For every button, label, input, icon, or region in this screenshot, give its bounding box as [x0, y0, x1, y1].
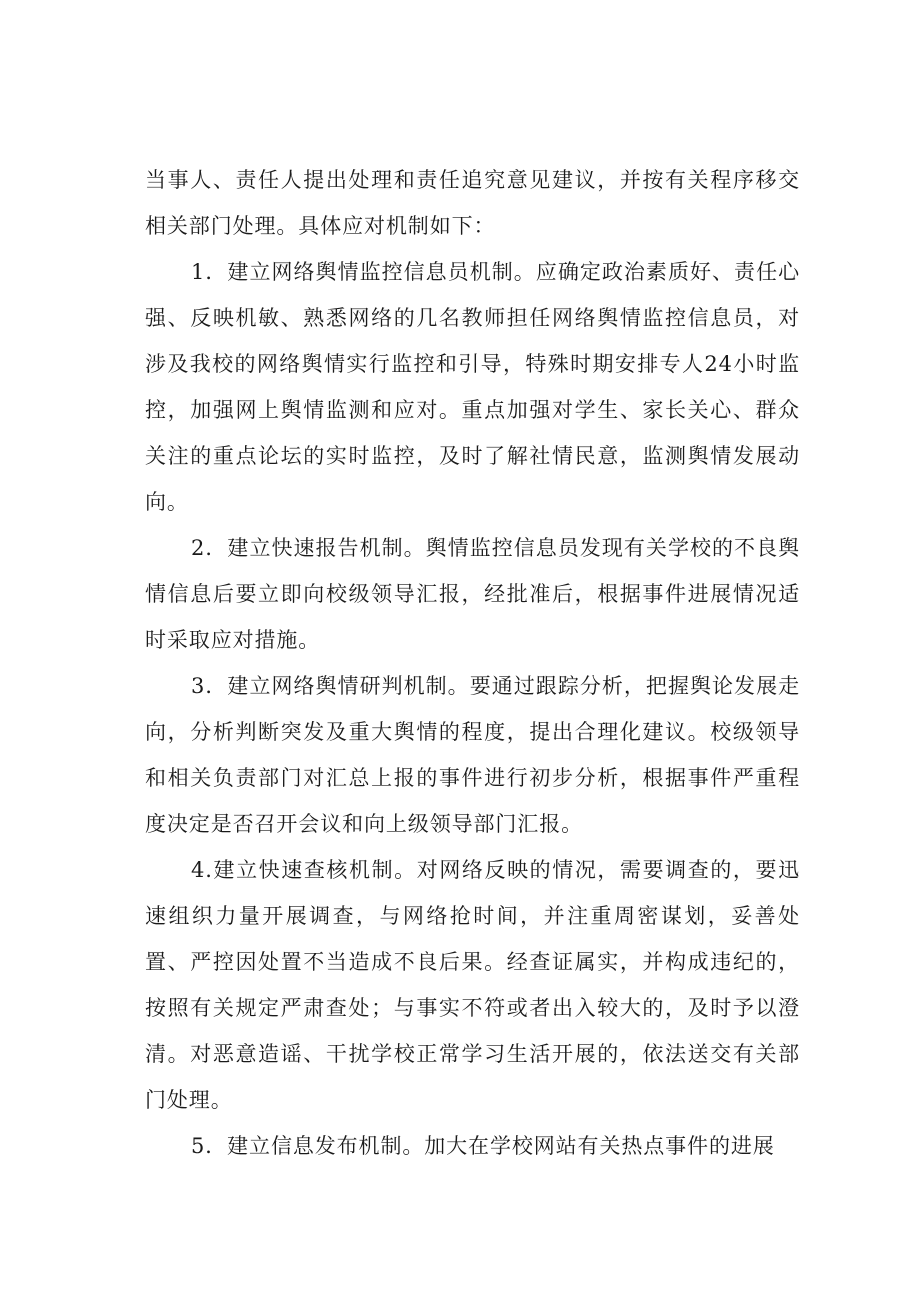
- paragraph-item-2: 2．建立快速报告机制。舆情监控信息员发现有关学校的不良舆情信息后要立即向校级领导汇报，经批准后，根据事件进展情况适时采取应对措施。: [145, 536, 800, 652]
- paragraph-continuation: 当事人、责任人提出处理和责任追究意见建议，并按有关程序移交相关部门处理。具体应对机制如下：: [145, 168, 800, 238]
- paragraph-item-1: 1．建立网络舆情监控信息员机制。应确定政治素质好、责任心强、反映机敏、熟悉网络的几名教师担任网络舆情监控信息员，对涉及我校的网络舆情实行监控和引导，特殊时期安排专人24小时监控，加强网上舆情监测和应对。重点加强对学生、家长关心、群众关注的重点论坛的实时监控，及时了解社情民意，监测舆情发展动向。: [145, 260, 800, 514]
- paragraph-item-3: 3．建立网络舆情研判机制。要通过跟踪分析，把握舆论发展走向，分析判断突发及重大舆情的程度，提出合理化建议。校级领导和相关负责部门对汇总上报的事件进行初步分析，根据事件严重程度决定是否召开会议和向上级领导部门汇报。: [145, 674, 800, 836]
- paragraph-item-4: 4.建立快速查核机制。对网络反映的情况，需要调查的，要迅速组织力量开展调查，与网络抢时间，并注重周密谋划，妥善处置、严控因处置不当造成不良后果。经查证属实，并构成违纪的，按照有关规定严肃查处；与事实不符或者出入较大的，及时予以澄清。对恶意造谣、干扰学校正常学习生活开展的，依法送交有关部门处理。: [145, 858, 800, 1112]
- document-body: [145, 157, 800, 1169]
- paragraph-item-5: 5．建立信息发布机制。加大在学校网站有关热点事件的进展: [191, 1134, 775, 1158]
